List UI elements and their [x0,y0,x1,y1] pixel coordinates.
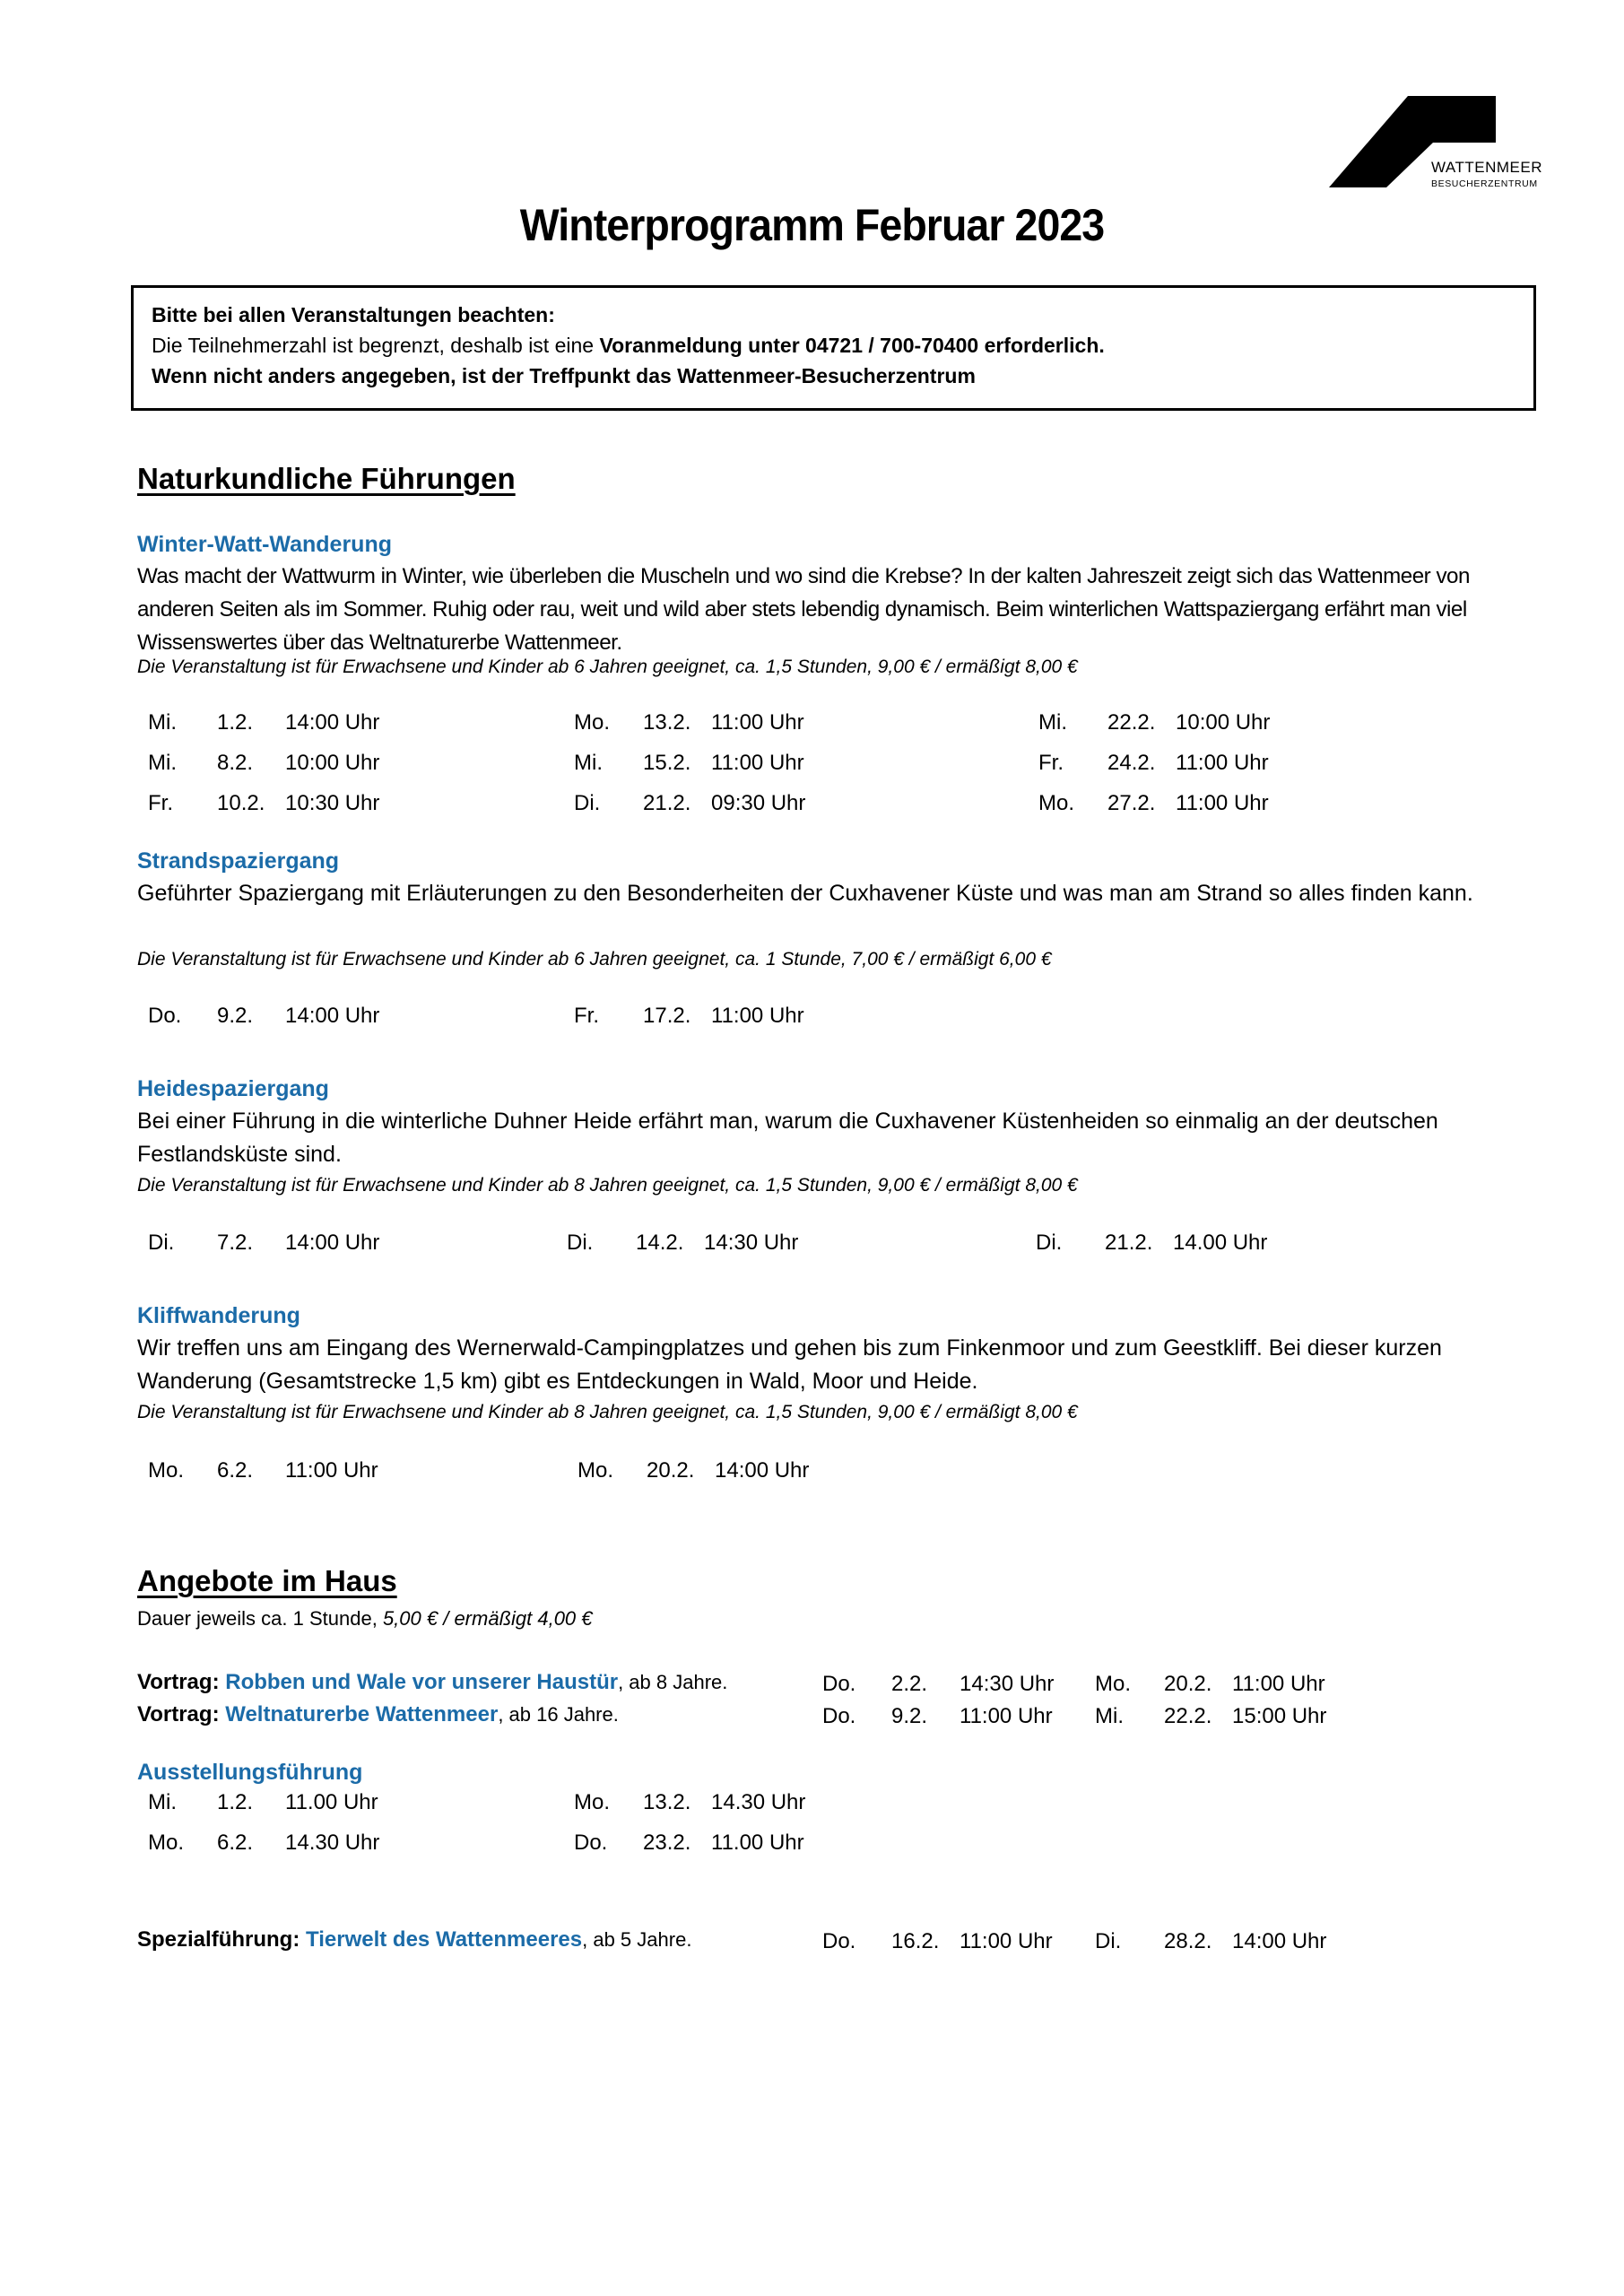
talk-label: Spezialführung: [137,1927,306,1952]
date-weekday: Mi. [574,751,603,775]
notice-phone: Voranmeldung unter 04721 / 700-70400 erforderlich. [599,334,1105,357]
date-weekday: Mi. [148,710,177,735]
date-day: 13.2. [643,1790,691,1814]
date-time: 14:30 Uhr [704,1231,799,1255]
date-time: 11:00 Uhr [1176,791,1269,815]
date-day: 9.2. [217,1004,254,1028]
date-day: 7.2. [217,1231,254,1255]
date-day: 1.2. [217,710,254,735]
date-day: 6.2. [217,1458,254,1483]
date-weekday: Mo. [578,1458,614,1483]
event-note-watt: Die Veranstaltung ist für Erwachsene und Kinder ab 6 Jahren geeignet, ca. 1,5 Stunden, 9,00 € / ermäßigt 8,00 € [137,657,1078,677]
event-desc-watt: Was macht der Wattwurm in Winter, wie überleben die Muscheln und wo sind die Krebse? In der kalten Jahreszeit zeigt sich das Wattenmeer von anderen Seiten als im Sommer. Ruhig oder rau, weit und wild aber stets lebendig dynamisch. Beim winterlichen Wattspaziergang erfährt man viel Wissenswertes über das Weltnaturerbe Wattenmeer. [137,564,1470,655]
date-day: 20.2. [647,1458,695,1483]
date-time: 15:00 Uhr [1232,1704,1327,1728]
date-weekday: Di. [1095,1929,1122,1953]
date-weekday: Di. [567,1231,594,1255]
date-time: 10:30 Uhr [285,791,380,815]
notice-registration: Die Teilnehmerzahl ist begrenzt, deshalb ist eine Voranmeldung unter 04721 / 700-70400 erforderlich. [152,334,1105,357]
talk-title: Weltnaturerbe Wattenmeer [225,1702,499,1726]
date-day: 6.2. [217,1831,254,1855]
date-day: 15.2. [643,751,691,775]
logo-name: WATTENMEER [1431,159,1542,176]
date-day: 22.2. [1107,710,1156,735]
date-weekday: Mo. [1095,1672,1132,1696]
date-time: 11:00 Uhr [960,1704,1053,1728]
date-time: 14.30 Uhr [711,1790,806,1814]
date-day: 1.2. [217,1790,254,1814]
date-time: 11:00 Uhr [1232,1672,1325,1696]
date-time: 11:00 Uhr [1176,751,1269,775]
date-day: 10.2. [217,791,265,815]
date-weekday: Di. [148,1231,175,1255]
date-time: 10:00 Uhr [285,751,380,775]
date-day: 9.2. [891,1704,928,1728]
date-weekday: Mo. [574,710,611,735]
date-day: 17.2. [643,1004,691,1028]
date-weekday: Do. [148,1004,182,1028]
event-title-heide: Heidespaziergang [137,1076,329,1101]
event-title-strand: Strandspaziergang [137,848,340,874]
date-day: 24.2. [1107,751,1156,775]
price-info: 5,00 € / ermäßigt 4,00 € [382,1607,593,1630]
date-weekday: Mo. [574,1790,611,1814]
section-heading-angebote: Angebote im Haus [137,1564,397,1597]
date-weekday: Di. [1036,1231,1063,1255]
event-note-strand: Die Veranstaltung ist für Erwachsene und Kinder ab 6 Jahren geeignet, ca. 1 Stunde, 7,00 € / ermäßigt 6,00 € [137,949,1052,970]
date-time: 11:00 Uhr [711,751,804,775]
spezial-fuehrung [137,1927,691,1952]
event-desc-strand: Geführter Spaziergang mit Erläuterungen zu den Besonderheiten der Cuxhavener Küste und was man am Strand so alles finden kann. [137,881,1473,906]
date-time: 11:00 Uhr [711,710,804,735]
date-weekday: Mo. [148,1458,185,1483]
talk-title: Tierwelt des Wattenmeeres [306,1927,583,1952]
section-heading-naturkundliche: Naturkundliche Führungen [137,462,516,495]
date-time: 14:00 Uhr [1232,1929,1327,1953]
date-weekday: Mo. [1038,791,1075,815]
date-weekday: Di. [574,791,601,815]
talk-weltnaturerbe [137,1702,619,1727]
date-time: 14:00 Uhr [715,1458,810,1483]
date-time: 11:00 Uhr [960,1929,1053,1953]
date-time: 14.30 Uhr [285,1831,380,1855]
date-day: 21.2. [1105,1231,1153,1255]
date-time: 14:00 Uhr [285,1004,380,1028]
date-day: 8.2. [217,751,254,775]
duration-info: Dauer jeweils ca. 1 Stunde, 5,00 € / ermäßigt 4,00 € [137,1607,593,1630]
talk-label: Vortrag: [137,1670,226,1694]
event-desc-kliff: Wir treffen uns am Eingang des Wernerwald-Campingplatzes und gehen bis zum Finkenmoor und zum Geestkliff. Bei dieser kurzen Wanderung (Gesamtstrecke 1,5 km) gibt es Entdeckungen in Wald, Moor und Heide. [137,1335,1442,1394]
talk-title: Robben und Wale vor unserer Haustür [225,1670,619,1694]
date-day: 2.2. [891,1672,928,1696]
date-weekday: Mo. [148,1831,185,1855]
date-day: 14.2. [636,1231,684,1255]
talk-age: , ab 16 Jahre. [498,1703,619,1726]
notice-meeting-point: Wenn nicht anders angegeben, ist der Treffpunkt das Wattenmeer-Besucherzentrum [152,364,976,387]
date-time: 14:00 Uhr [285,1231,380,1255]
date-day: 16.2. [891,1929,940,1953]
event-note-kliff: Die Veranstaltung ist für Erwachsene und Kinder ab 8 Jahren geeignet, ca. 1,5 Stunden, 9,00 € / ermäßigt 8,00 € [137,1402,1078,1422]
event-title-ausstellung: Ausstellungsführung [137,1760,363,1785]
talk-age: , ab 5 Jahre. [582,1928,692,1951]
date-time: 14:30 Uhr [960,1672,1055,1696]
event-title-watt: Winter-Watt-Wanderung [137,532,392,557]
date-day: 22.2. [1164,1704,1212,1728]
event-title-kliff: Kliffwanderung [137,1303,300,1328]
date-weekday: Fr. [574,1004,599,1028]
event-note-heide: Die Veranstaltung ist für Erwachsene und Kinder ab 8 Jahren geeignet, ca. 1,5 Stunden, 9,00 € / ermäßigt 8,00 € [137,1175,1078,1196]
date-day: 27.2. [1107,791,1156,815]
page-title: Winterprogramm Februar 2023 [519,200,1105,250]
date-weekday: Mi. [148,751,177,775]
logo-subtitle: BESUCHERZENTRUM [1431,178,1538,189]
date-day: 23.2. [643,1831,691,1855]
date-time: 14:00 Uhr [285,710,380,735]
date-time: 09:30 Uhr [711,791,806,815]
date-weekday: Do. [822,1704,856,1728]
date-weekday: Do. [822,1929,856,1953]
wattenmeer-logo [1329,96,1562,193]
notice-heading: Bitte bei allen Veranstaltungen beachten: [152,303,555,326]
date-weekday: Mi. [1095,1704,1124,1728]
date-time: 11.00 Uhr [711,1831,804,1855]
date-weekday: Mi. [148,1790,177,1814]
date-day: 20.2. [1164,1672,1212,1696]
date-time: 11.00 Uhr [285,1790,378,1814]
talk-label: Vortrag: [137,1702,226,1726]
date-weekday: Fr. [148,791,173,815]
date-weekday: Fr. [1038,751,1064,775]
date-weekday: Do. [822,1672,856,1696]
date-time: 10:00 Uhr [1176,710,1271,735]
talk-robben [137,1670,727,1695]
date-day: 13.2. [643,710,691,735]
date-weekday: Do. [574,1831,608,1855]
date-time: 11:00 Uhr [711,1004,804,1028]
date-weekday: Mi. [1038,710,1067,735]
notice-box [131,285,1536,411]
date-day: 28.2. [1164,1929,1212,1953]
date-time: 14.00 Uhr [1173,1231,1268,1255]
talk-age: , ab 8 Jahre. [618,1671,728,1693]
date-time: 11:00 Uhr [285,1458,378,1483]
date-day: 21.2. [643,791,691,815]
event-desc-heide: Bei einer Führung in die winterliche Duhner Heide erfährt man, warum die Cuxhavener Küstenheiden so einmalig an der deutschen Festlandsküste sind. [137,1109,1438,1167]
